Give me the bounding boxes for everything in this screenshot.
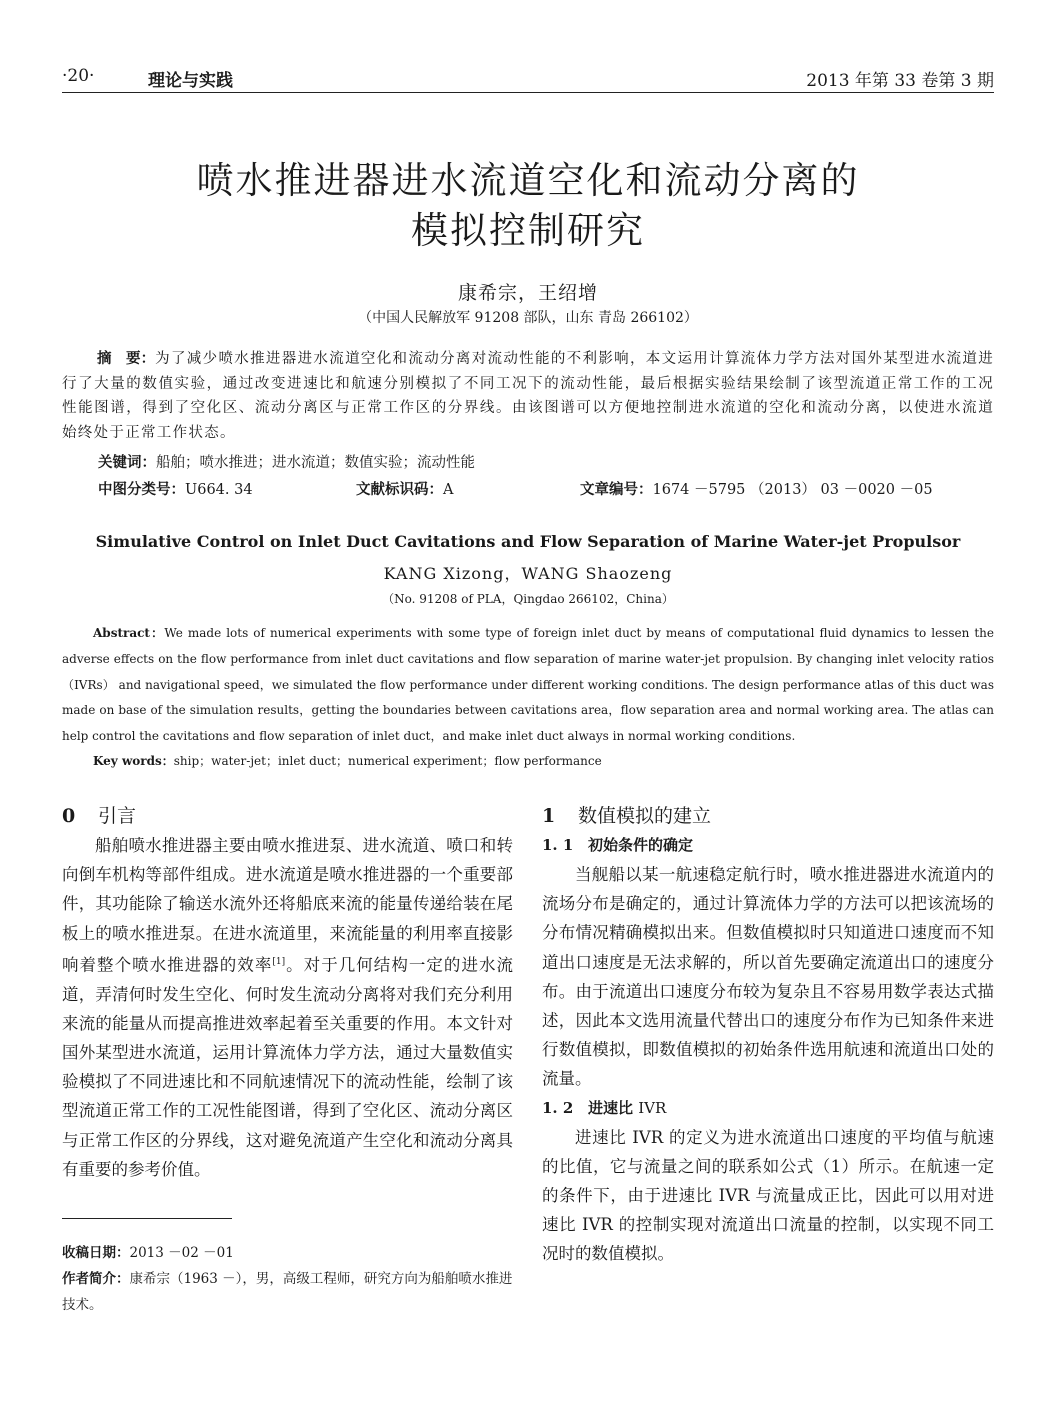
keywords-cn-label: 关键词：: [98, 455, 156, 471]
paragraph-1-1: 当舰船以某一航速稳定航行时，喷水推进器进水流道内的流场分布是确定的，通过计算流体力学的方法可以把该流场的分布情况精确模拟出来。但数值模拟时只知道进口速度而不知道出口速度是无法求解的，所以首先要确定流道出口的速度分布。由于流道出口速度分布较为复杂且不容易用数学表达式描述，因此本文选用流量代替出口的速度分布作为已知条件来进行数值模拟，即数值模拟的初始条件选用航速和流道出口处的流量。: [542, 865, 994, 1089]
subsection-heading-1-1: [542, 831, 994, 860]
section-title: 数值模拟的建立: [578, 805, 712, 827]
clc-label: 中图分类号：: [98, 482, 185, 498]
section-heading-0: [62, 802, 513, 831]
affiliation-cn: （中国人民解放军 91208 部队，山东 青岛 266102）: [358, 310, 698, 326]
body-column-right: [542, 802, 994, 1269]
abstract-cn-text: 为了减少喷水推进器进水流道空化和流动分离对流动性能的不利影响，本文运用计算流体力学方法对国外某型进水流道进行了大量的数值实验，通过改变进速比和航速分别模拟了不同工况下的流动性能，最后根据实验结果绘制了该型流道正常工作的工况性能图谱，得到了空化区、流动分离区与正常工作区的分界线。由该图谱可以方便地控制进水流道的空化和流动分离，以使进水流道始终处于正常工作状态。: [62, 351, 994, 441]
section-heading-1: [542, 802, 994, 831]
document-code: [356, 478, 453, 499]
clc-code: [98, 478, 253, 499]
received-date: [62, 1240, 513, 1266]
received-label: 收稿日期：: [62, 1245, 130, 1261]
authors-cn: 康希宗，王绍增: [457, 282, 598, 304]
citation-ref: [1]: [272, 956, 286, 967]
keywords-cn: [98, 451, 475, 472]
section-number: 0: [62, 805, 76, 827]
keywords-en: [93, 752, 602, 769]
abstract-cn-label: 摘 要：: [97, 351, 156, 367]
running-header: [62, 64, 994, 93]
body-column-left: [62, 802, 513, 1184]
section-title: 引言: [98, 805, 137, 827]
doc-label: 文献标识码：: [356, 482, 443, 498]
subsection-title-en: IVR: [638, 1098, 667, 1117]
article-label: 文章编号：: [580, 482, 653, 498]
page-number: ·20·: [62, 66, 95, 86]
received-value: 2013 －02 －01: [129, 1245, 234, 1261]
subsection-title: 进速比: [588, 1098, 634, 1117]
footnote: [62, 1240, 513, 1318]
footnote-divider: [62, 1218, 232, 1219]
paragraph-1-2: 进速比 IVR 的定义为进水流道出口速度的平均值与航速的比值，它与流量之间的联系如公式（1）所示。在航速一定的条件下，由于进速比 IVR 与流量成正比，因此可以用对进速比 IVR 的控制实现对流道出口流量的控制，以实现不同工况时的数值模拟。: [542, 1127, 994, 1264]
subsection-number: 1. 1: [542, 836, 574, 854]
author-bio-label: 作者简介：: [62, 1271, 130, 1287]
abstract-cn: [62, 347, 994, 445]
article-number: [580, 478, 933, 499]
subsection-title: 初始条件的确定: [588, 836, 694, 854]
subsection-number: 1. 2: [542, 1098, 574, 1117]
abstract-en: [62, 621, 994, 750]
abstract-en-text: We made lots of numerical experiments with some type of foreign inlet duct by means of computational fluid dynamics to lessen the adverse effects on the flow performance from inlet duct cavitations and flow separation of marine water-jet propulsion. By changing inlet velocity ratios（IVRs） and navigational speed，we simulated the flow performance under different working conditions. The design performance atlas of this duct was made on base of the simulation results，getting the boundaries between cavitations area，flow separation area and normal working area. The atlas can help control the cavitations and flow separation of inlet duct，and make inlet duct always in normal working conditions.: [62, 626, 995, 744]
article-value: 1674 －5795 （2013） 03 －0020 －05: [652, 482, 933, 498]
subsection-heading-1-2: [542, 1094, 994, 1123]
section-label: 理论与实践: [148, 71, 233, 91]
keywords-cn-text: 船舶；喷水推进；进水流道；数值实验；流动性能: [156, 455, 475, 471]
author-bio-text: 康希宗（1963 －），男，高级工程师，研究方向为船舶喷水推进技术。: [62, 1271, 513, 1313]
keywords-en-label: Key words：: [93, 754, 174, 768]
authors-en: KANG Xizong，WANG Shaozeng: [383, 564, 673, 583]
intro-text-a: 船舶喷水推进器主要由喷水推进泵、进水流道、喷口和转向倒车机构等部件组成。进水流道是喷水推进器的一个重要部件，其功能除了输送水流外还将船底来流的能量传递给装在尾板上的喷水推进泵。在进水流道里，来流能量的利用率直接影响着整个喷水推进器的效率: [62, 836, 513, 975]
title-en: Simulative Control on Inlet Duct Cavitations and Flow Separation of Marine Water-jet Propulsor: [95, 532, 961, 551]
intro-paragraph: [62, 831, 513, 1184]
keywords-en-text: ship；water-jet；inlet duct；numerical experiment；flow performance: [173, 754, 602, 768]
intro-text-b: 。对于几何结构一定的进水流道，弄清何时发生空化、何时发生流动分离将对我们充分利用来流的能量从而提高推进效率起着至关重要的作用。本文针对国外某型进水流道，运用计算流体力学方法，通过大量数值实验模拟了不同进速比和不同航速情况下的流动性能，绘制了该型流道正常工作的工况性能图谱，得到了空化区、流动分离区与正常工作区的分界线，这对避免流道产生空化和流动分离具有重要的参考价值。: [62, 955, 514, 1179]
title-cn-line-1: 喷水推进器进水流道空化和流动分离的: [196, 159, 860, 202]
affiliation-en: （No. 91208 of PLA，Qingdao 266102，China）: [382, 592, 674, 606]
author-bio: [62, 1266, 513, 1318]
abstract-en-label: Abstract：: [93, 626, 165, 640]
issue-info: 2013 年第 33 卷第 3 期: [806, 71, 994, 91]
clc-value: U664. 34: [185, 482, 253, 498]
title-cn-line-2: 模拟控制研究: [411, 209, 645, 252]
section-number: 1: [542, 805, 556, 827]
doc-value: A: [443, 482, 454, 498]
